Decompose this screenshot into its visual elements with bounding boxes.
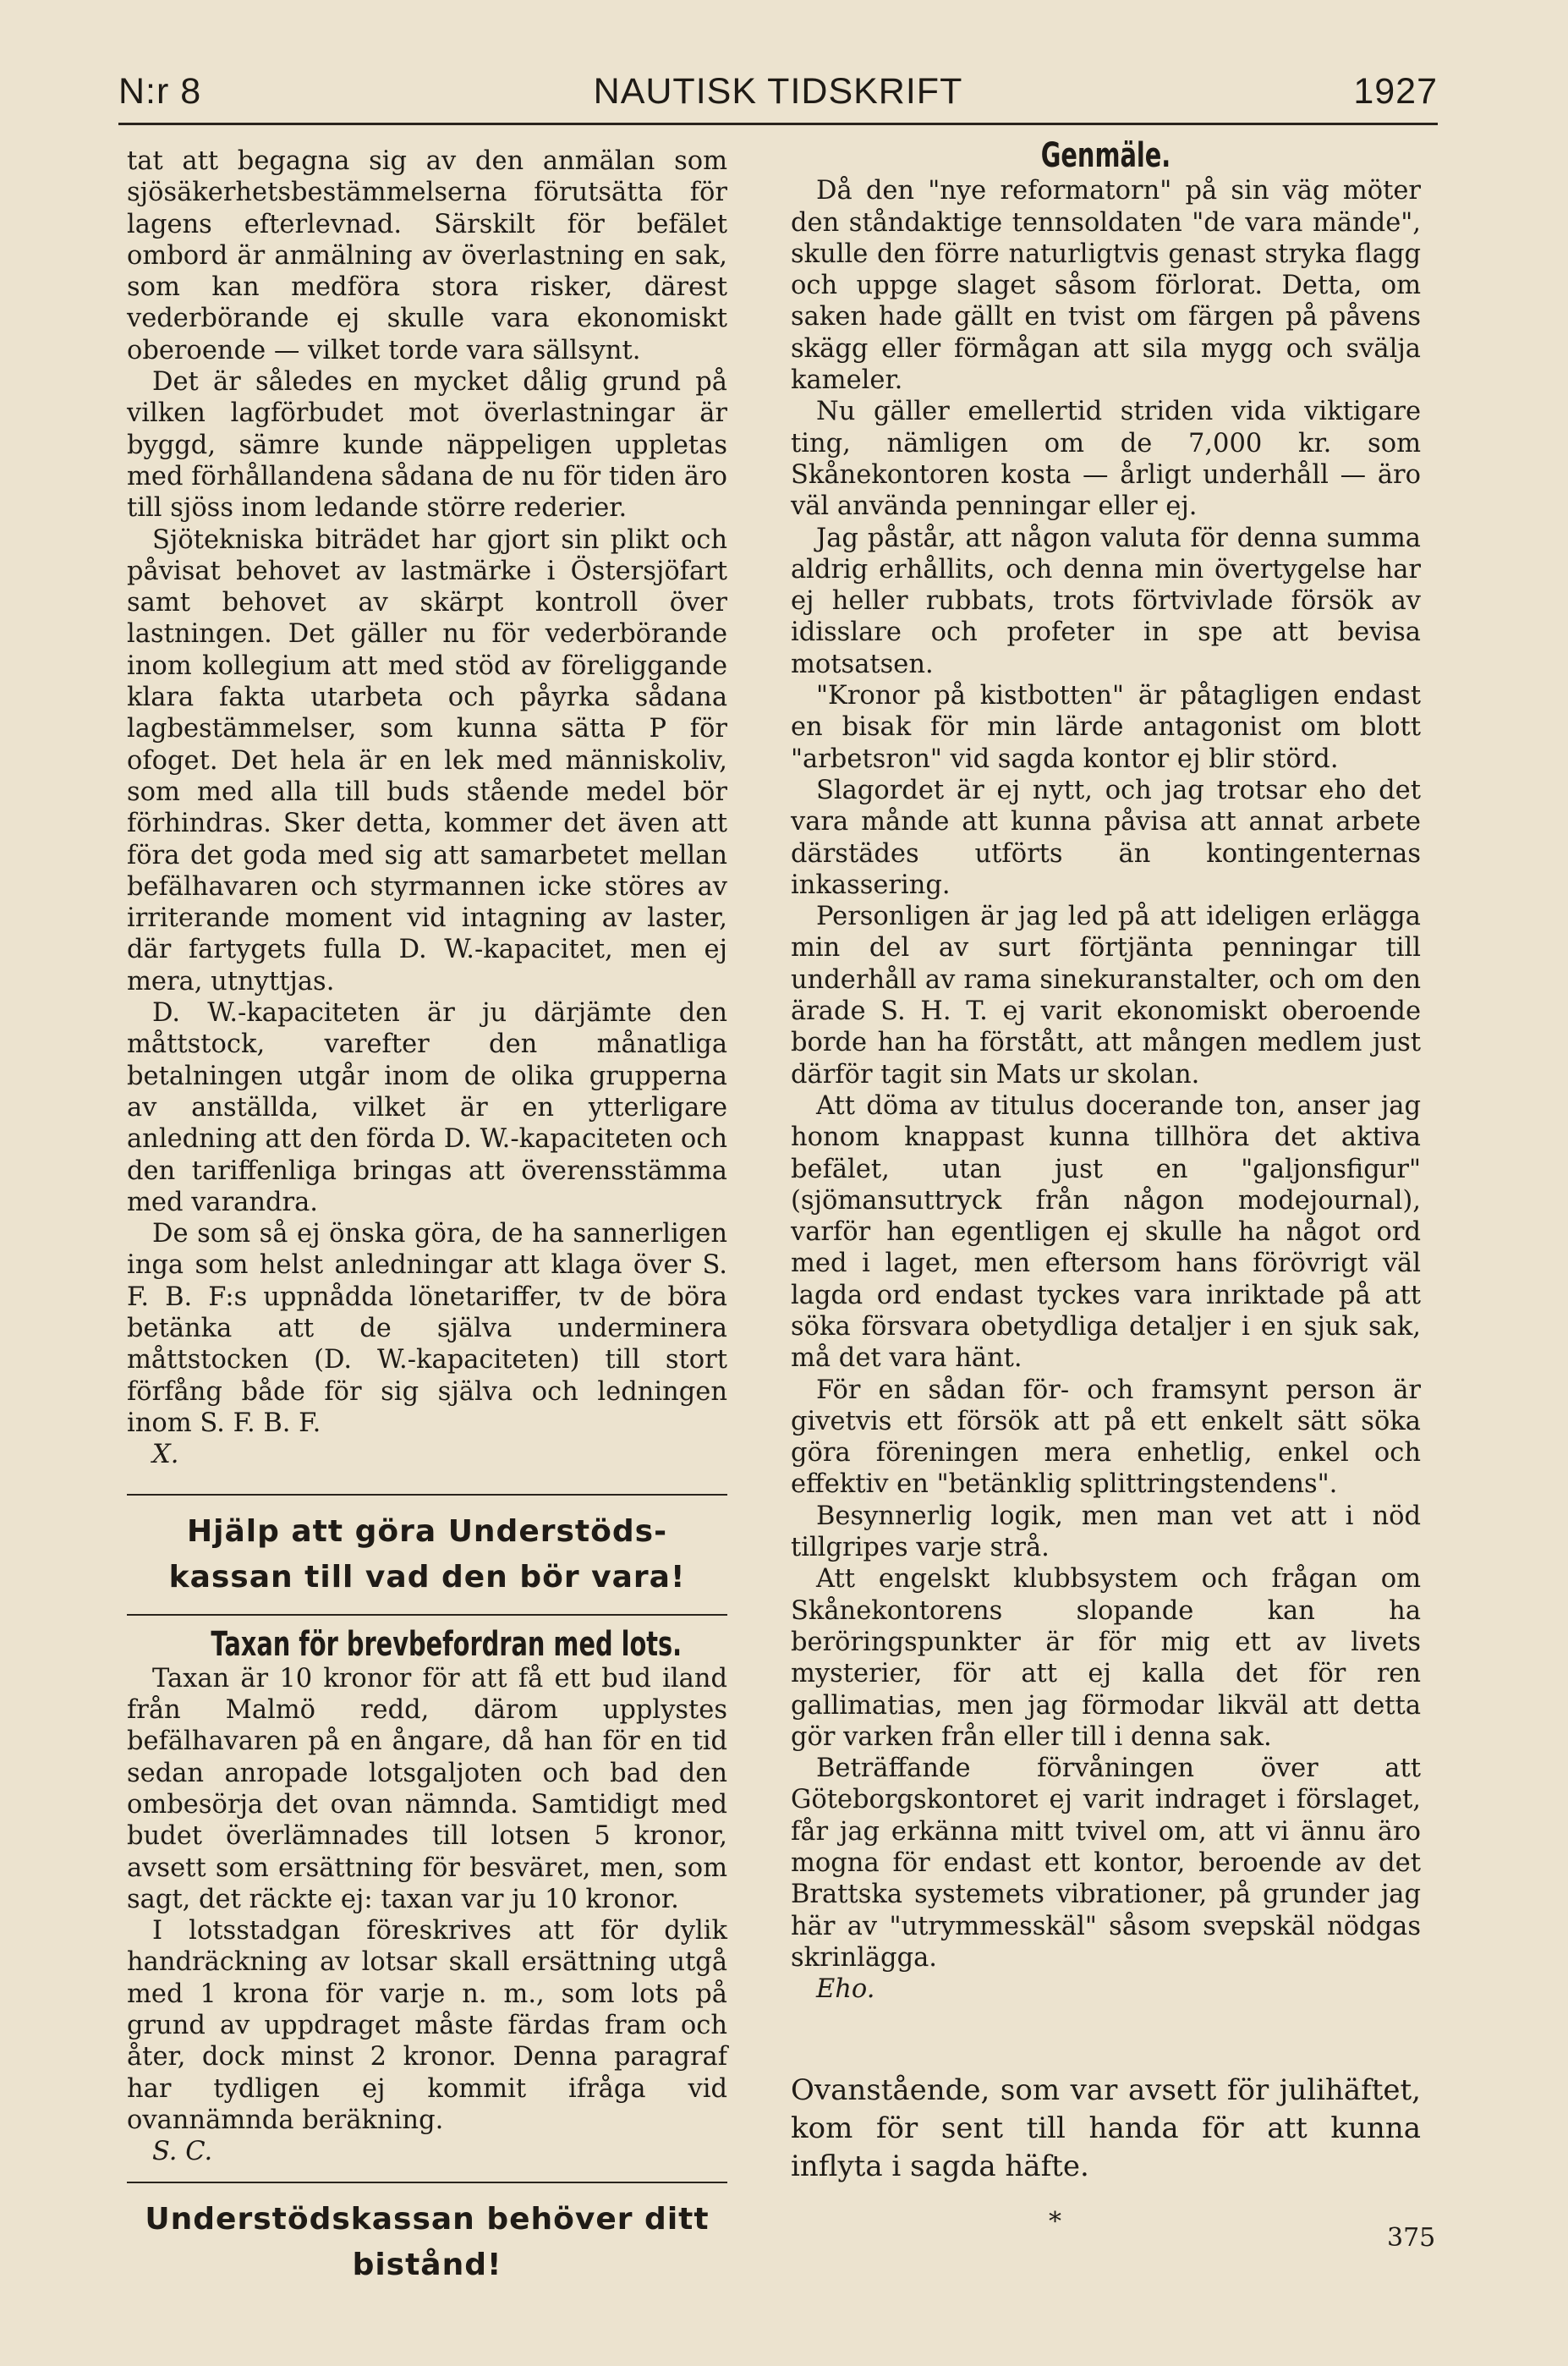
- editor-note: [791, 2072, 1421, 2186]
- header-rule: [118, 123, 1438, 125]
- taxan-article-title: Taxan för brevbefordran med lots.: [211, 1625, 683, 1665]
- article-paragraph: Att engelskt klubbsystem och frågan om Skånekontorens slopande kan ha beröringspunkter är för mig ett av livets mysterier, för att ej kalla det för ren gallimatias, men jag förmodar likväl att detta gör varken från eller till i denna sak.: [791, 1564, 1421, 1752]
- article-paragraph: För en sådan för- och framsynt person är givetvis ett försök att på ett enkelt sätt söka göra föreningen mera enhetlig, enkel och effektiv en "betänklig splittringstendens".: [791, 1375, 1421, 1500]
- section-divider: [127, 2182, 727, 2183]
- article-paragraph: Besynnerlig logik, men man vet att i nöd tillgripes varje strå.: [791, 1501, 1421, 1563]
- article-paragraph: Nu gäller emellertid striden vida viktigare ting, nämligen om de 7,000 kr. som Skånekontoren kosta — årligt underhåll — äro väl använda penningar eller ej.: [791, 397, 1421, 522]
- article-paragraph: "Kronor på kistbotten" är påtagligen endast en bisak för min lärde antagonist om blott "arbetsron" vid sagda kontor ej blir störd.: [791, 681, 1421, 774]
- article-paragraph: Personligen är jag led på att ideligen erlägga min del av surt förtjänta penningar till underhåll av rama sinekuranstalter, och om den ärade S. H. T. ej varit ekonomiskt oberoende borde han ha förstått, att mången medlem just därför tagit sin Mats ur skolan.: [791, 902, 1421, 1090]
- support-fund-banner: [127, 1509, 727, 1600]
- publication-title: NAUTISK TIDSKRIFT: [593, 71, 963, 112]
- issue-number: N:r 8: [118, 71, 202, 112]
- article-signature: X.: [152, 1440, 179, 1470]
- article-paragraph: Jag påstår, att någon valuta för denna summa aldrig erhållits, och denna min övertygelse har ej heller rubbats, trots förtvivlade försök av idisslare och profeter in spe att bevisa motsatsen.: [791, 523, 1421, 679]
- asterisk-separator: *: [1049, 2206, 1061, 2237]
- section-divider: [127, 1494, 727, 1496]
- article-paragraph: Slagordet är ej nytt, och jag trotsar eho det vara månde att kunna påvisa att annat arbete därstädes utförts än kontingenternas inkassering.: [791, 775, 1421, 900]
- banner-line: bistånd!: [352, 2247, 502, 2282]
- article-paragraph: Då den "nye reformatorn" på sin väg möter den ståndaktige tennsoldaten "de vara mände", skulle den förre naturligtvis genast stryka flagg och uppge slaget såsom förlorat. Detta, om saken hade gällt en tvist om färgen på påvens skägg eller förmågan att sila mygg och svälja kameler.: [791, 176, 1421, 396]
- article-paragraph: D. W.-kapaciteten är ju därjämte den måttstock, varefter den månatliga betalningen utgår inom de olika grupperna av anställda, vilket är en ytterligare anledning att den förda D. W.-kapaciteten och den tariffenliga bringas att överensstämma med varandra.: [127, 998, 727, 1217]
- publication-year: 1927: [1353, 71, 1438, 112]
- banner-line: Hjälp att göra Understöds-: [186, 1514, 668, 1550]
- right-column: [791, 136, 1421, 2237]
- support-fund-banner: [127, 2197, 727, 2288]
- article-paragraph: Att döma av titulus docerande ton, anser jag honom knappast kunna tillhöra det aktiva befälet, utan just en "galjonsfigur" (sjömansuttryck från någon modejournal), varför han egentligen ej skulle ha något ord med i laget, men eftersom hans förövrigt väl lagda ord endast tyckes vara inriktade på att söka försvara obetydliga detaljer i en sjuk sak, må det vara hänt.: [791, 1090, 1421, 1374]
- page-header: [118, 71, 1438, 118]
- editor-note-text: Ovanstående, som var avsett för julihäftet, kom för sent till handa för att kunna inflyta i sagda häfte.: [791, 2072, 1421, 2183]
- left-column: [127, 145, 727, 2297]
- banner-line: kassan till vad den bör vara!: [168, 1560, 686, 1595]
- article-paragraph: I lotsstadgan föreskrives att för dylik handräckning av lotsar skall ersättning utgå med 1 krona för varje n. m., som lots på grund av uppdraget måste färdas fram och åter, dock minst 2 kronor. Denna paragraf har tydligen ej kommit ifråga vid ovannämnda beräkning.: [127, 1916, 727, 2135]
- page-number: 375: [1387, 2223, 1436, 2253]
- article-paragraph: tat att begagna sig av den anmälan som sjösäkerhetsbestämmelserna förutsätta för lagens efterlevnad. Särskilt för befälet ombord är anmälning av överlastning en sak, som kan medföra stora risker, därest vederbörande ej skulle vara ekonomiskt oberoende — vilket torde vara sällsynt.: [127, 146, 727, 365]
- banner-line: Understödskassan behöver ditt: [145, 2201, 710, 2237]
- article-paragraph: Sjötekniska biträdet har gjort sin plikt och påvisat behovet av lastmärke i Östersjöfart samt behovet av skärpt kontroll över lastningen. Det gäller nu för vederbörande inom kollegium att med stöd av föreliggande klara fakta utarbeta och påyrka sådana lagbestämmelser, som kunna sätta P för ofoget. Det hela är en lek med människoliv, som med alla till buds stående medel bör förhindras. Sker detta, kommer det även att föra det goda med sig att samarbetet mellan befälhavaren och styrmannen icke störes av irriterande moment vid intagning av laster, där fartygets fulla D. W.-kapacitet, men ej mera, utnyttjas.: [127, 524, 727, 996]
- article-paragraph: Det är således en mycket dålig grund på vilken lagförbudet mot överlastningar är byggd, sämre kunde näppeligen uppletas med förhållandena sådana de nu för tiden äro till sjöss inom ledande större rederier.: [127, 367, 727, 524]
- article-signature: S. C.: [152, 2137, 213, 2167]
- article-paragraph: De som så ej önska göra, de ha sannerligen inga som helst anledningar att klaga över S. F. B. F:s uppnådda lönetariffer, tv de böra betänka att de själva underminera måttstocken (D. W.-kapaciteten) till stort förfång både för sig själva och ledningen inom S. F. B. F.: [127, 1219, 727, 1438]
- genmale-article-title: Genmäle.: [1040, 136, 1171, 175]
- article-paragraph: Beträffande förvåningen över att Göteborgskontoret ej varit indraget i förslaget, får jag erkänna mitt tvivel om, att vi ännu äro mogna för endast ett kontor, beroende av det Brattska systemets vibrationer, på grunder jag här av "utrymmesskäl" såsom svepskäl nödgas skrinlägga.: [791, 1754, 1421, 1973]
- article-signature: Eho.: [816, 1974, 875, 2005]
- section-divider: [127, 1614, 727, 1616]
- article-paragraph: Taxan är 10 kronor för att få ett bud iland från Malmö redd, därom upplystes befälhavaren på en ångare, då han för en tid sedan anropade lotsgaljoten och bad den ombesörja det ovan nämnda. Samtidigt med budet överlämnades till lotsen 5 kronor, avsett som ersättning för besväret, men, som sagt, det räckte ej: taxan var ju 10 kronor.: [127, 1663, 727, 1914]
